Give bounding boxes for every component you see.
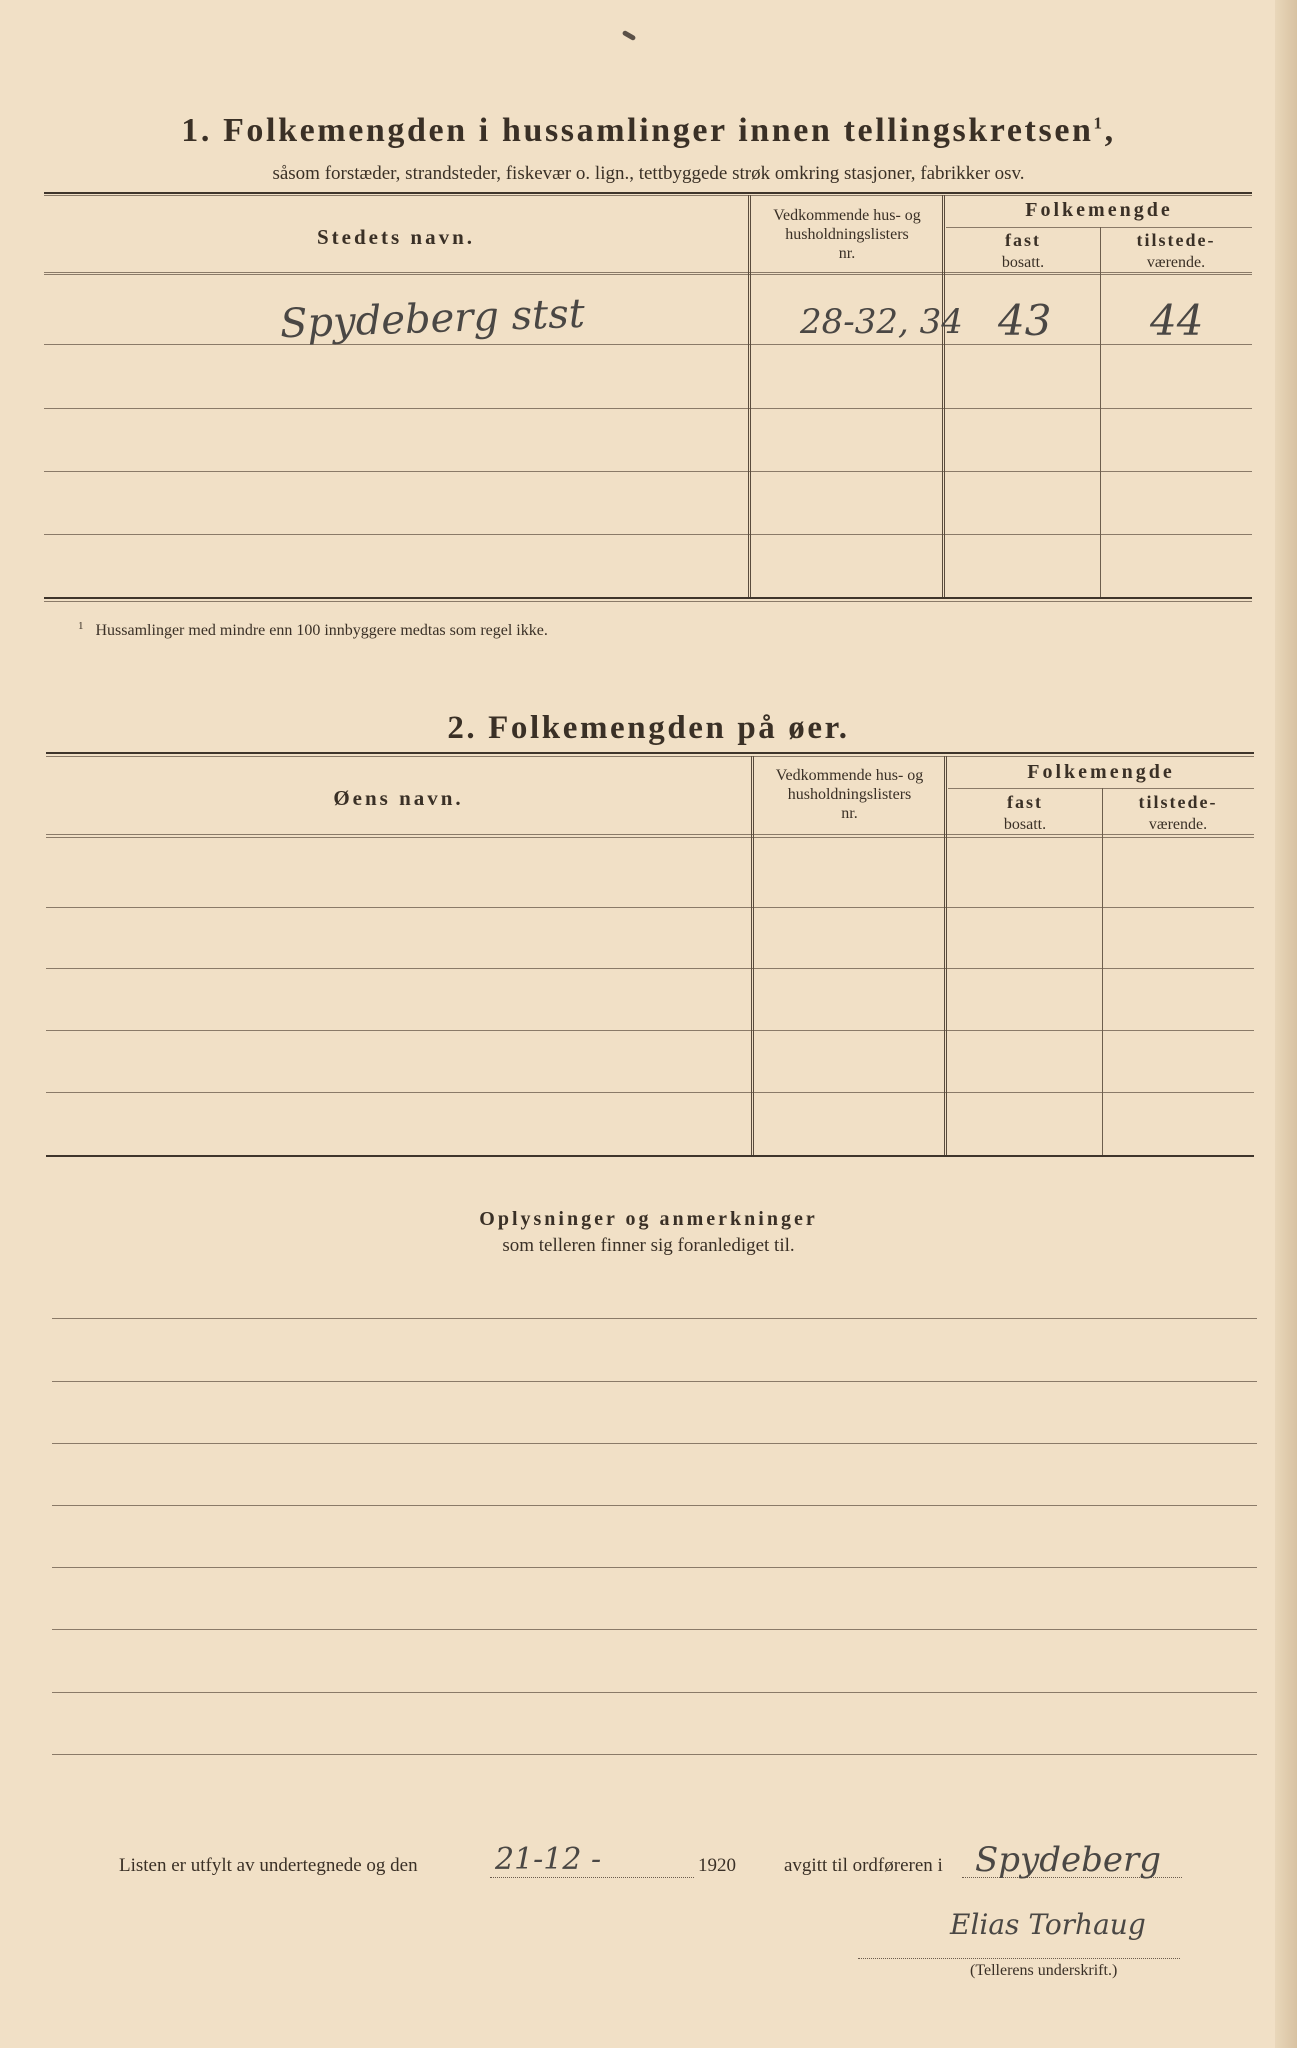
remarks-subtitle: som telleren finner sig foranlediget til. bbox=[502, 1235, 795, 1256]
section1-col-list-line3: nr. bbox=[838, 245, 856, 262]
section1-row1-list-numbers: 28-32, 34 bbox=[800, 302, 963, 342]
section2-col-bosatt-label: bosatt. bbox=[1003, 816, 1047, 833]
section1-title-footnote-ref: 1 bbox=[1093, 113, 1105, 133]
section1-title-trail: , bbox=[1104, 112, 1116, 149]
signature-text-after: avgitt til ordføreren i bbox=[784, 1855, 943, 1876]
signature-place-handwritten: Spydeberg bbox=[975, 1840, 1162, 1880]
footnote-text: Hussamlinger med mindre enn 100 innbyggere medtas som regel ikke. bbox=[95, 622, 548, 640]
section2-col-list-line1: Vedkommende hus- og bbox=[775, 767, 924, 784]
section2-number: 2. bbox=[447, 710, 478, 746]
section1-row1-place-name: Spydeberg stst bbox=[279, 290, 586, 348]
section2-col-list-line3: nr. bbox=[841, 805, 858, 822]
section2-col-list-header bbox=[755, 766, 944, 823]
section1-col-folkemengde-header: Folkemengde bbox=[1025, 199, 1173, 221]
section1-col-tilstede-header bbox=[1100, 230, 1252, 273]
section1-col-list-line1: Vedkommende hus- og bbox=[773, 207, 921, 224]
remarks-title: Oplysninger og anmerkninger bbox=[479, 1208, 818, 1230]
ink-mark bbox=[622, 30, 637, 41]
section1-col-fast-header bbox=[946, 230, 1100, 273]
teller-signature-handwritten: Elias Torhaug bbox=[950, 1908, 1146, 1941]
footnote-mark: 1 bbox=[78, 620, 84, 632]
section2-col-vaerende-label: værende. bbox=[1148, 816, 1208, 833]
section2-col-fast-label: fast bbox=[1007, 792, 1043, 812]
section2-col-tilstede-label: tilstede- bbox=[1138, 792, 1218, 812]
section1-title bbox=[0, 112, 1297, 150]
section1-col-list-header bbox=[752, 206, 942, 263]
section2-col-fast-header bbox=[948, 792, 1102, 835]
section1-col-list-line2: husholdningslisters bbox=[785, 226, 909, 243]
teller-signature-caption: (Tellerens underskrift.) bbox=[970, 1962, 1118, 1979]
section2-col-tilstede-header bbox=[1102, 792, 1254, 835]
section1-row1-fast-bosatt: 43 bbox=[998, 296, 1052, 345]
section1-subtitle: såsom forstæder, strandsteder, fiskevær o. lign., tettbyggede strøk omkring stasjoner, fabrikker osv. bbox=[272, 163, 1025, 184]
section2-col-name-header: Øens navn. bbox=[333, 786, 464, 810]
section1-col-bosatt-label: bosatt. bbox=[1001, 254, 1045, 271]
section2-col-folkemengde-header: Folkemengde bbox=[1027, 761, 1175, 783]
section1-col-fast-label: fast bbox=[1005, 230, 1041, 250]
section1-number: 1. bbox=[181, 112, 212, 149]
section1-footnote bbox=[78, 620, 548, 640]
section1-row1-tilstedevaerende: 44 bbox=[1150, 296, 1204, 345]
section2-col-list-line2: husholdningslisters bbox=[787, 786, 912, 803]
signature-date-handwritten: 21-12 - bbox=[495, 1842, 602, 1877]
section1-title-text: Folkemengden i hussamlinger innen tellingskretsen bbox=[223, 112, 1094, 149]
section1-col-tilstede-label: tilstede- bbox=[1136, 230, 1216, 250]
section1-col-vaerende-label: værende. bbox=[1146, 254, 1206, 271]
section2-title bbox=[0, 710, 1297, 747]
section2-title-text: Folkemengden på øer. bbox=[488, 710, 850, 746]
signature-year: 1920 bbox=[698, 1855, 736, 1876]
signature-text-before: Listen er utfylt av undertegnede og den bbox=[119, 1855, 418, 1876]
section1-col-name-header: Stedets navn. bbox=[316, 225, 476, 249]
